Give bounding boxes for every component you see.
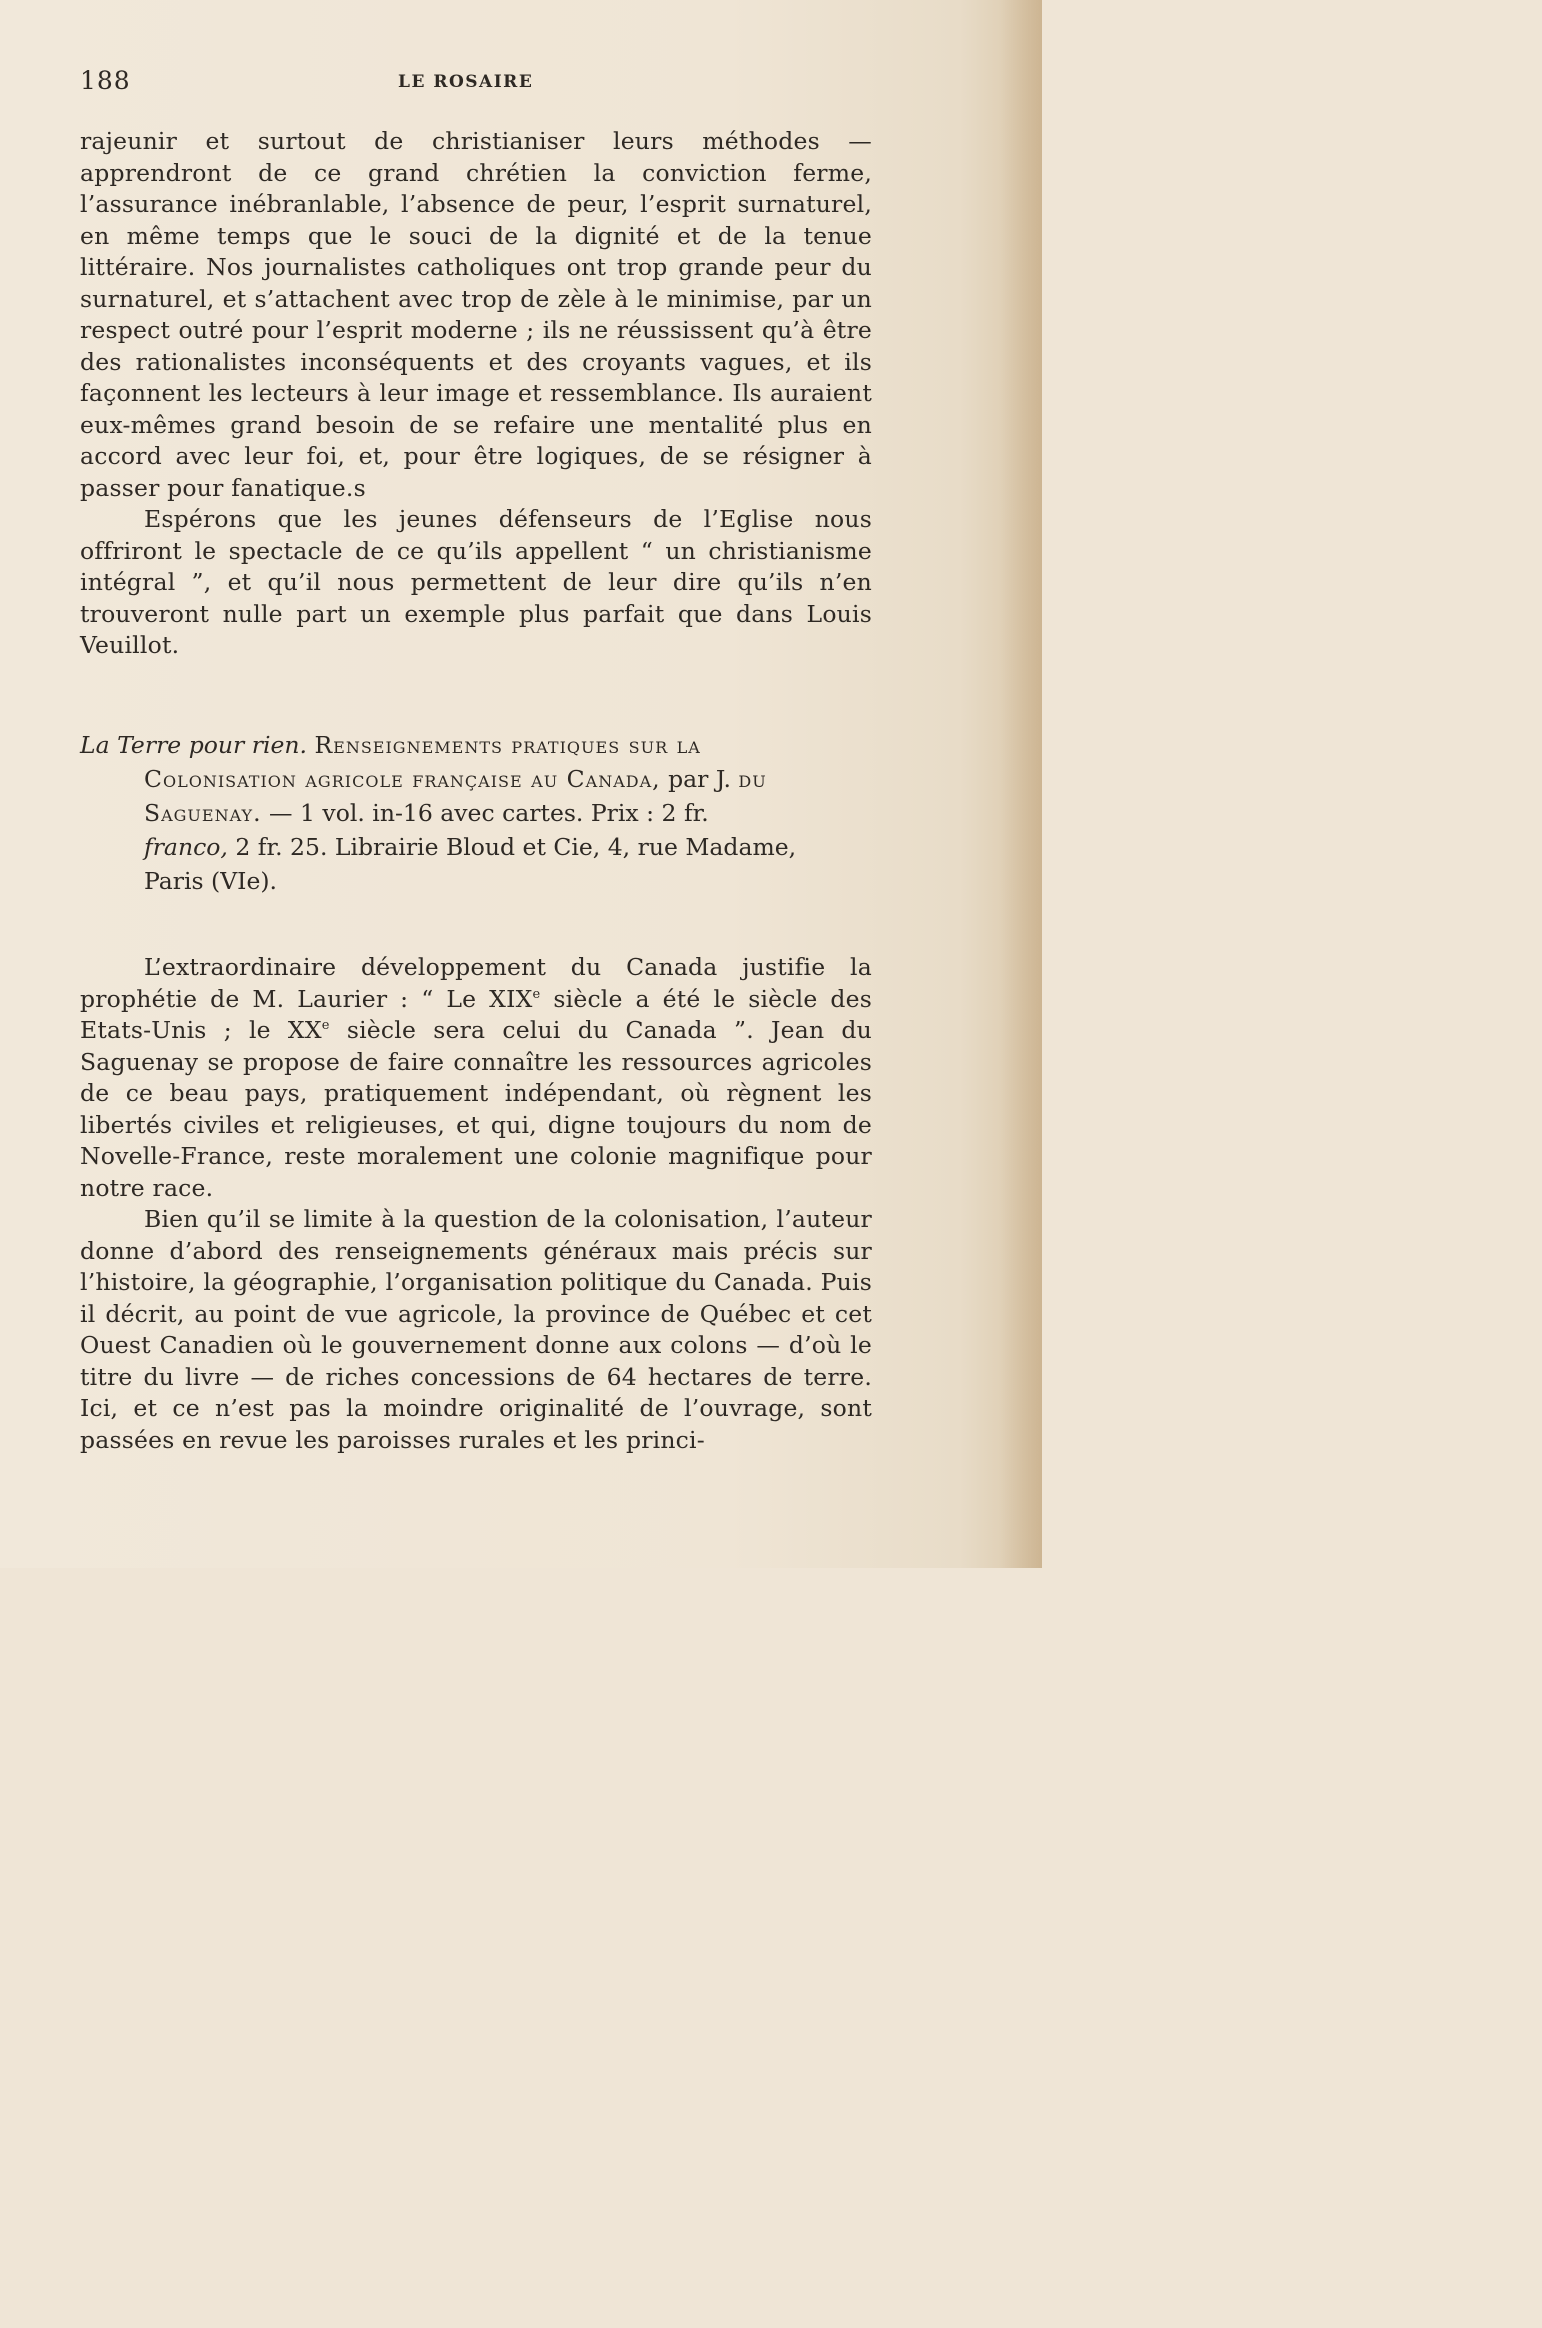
continued-section bbox=[80, 126, 872, 662]
author-prefix: par J. bbox=[668, 765, 731, 793]
publisher-details: 2 fr. 25. Librairie Bloud et Cie, 4, rue Madame, bbox=[235, 833, 797, 861]
page-number: 188 bbox=[80, 66, 131, 95]
review-title: La Terre pour rien. bbox=[80, 731, 307, 759]
superscript: e bbox=[321, 1018, 330, 1034]
text-run: L’extraordinaire développement du Canada justifie la prophétie de M. Laurier : “ Le XIX bbox=[80, 953, 872, 1013]
publisher-city: Paris (VIe). bbox=[144, 867, 278, 895]
franco-label: franco, bbox=[144, 833, 228, 861]
page-header bbox=[80, 66, 870, 102]
paragraph: rajeunir et surtout de christianiser leurs méthodes — apprendront de ce grand chrétien la conviction ferme, l’assurance inébranlable, l’absence de peur, l’esprit surnaturel, en même temps que le souci de la dignité et de la tenue littéraire. Nos journalistes catholiques ont trop grande peur du surnaturel, et s’attachent avec trop de zèle à le minimise, par un respect outré pour l’esprit moderne ; ils ne réussissent qu’à être des rationalistes inconséquents et des croyants vagues, et ils façonnent les lecteurs à leur image et ressemblance. Ils auraient eux-mêmes grand besoin de se refaire une mentalité plus en accord avec leur foi, et, pour être logiques, de se résigner à passer pour fanatique.s bbox=[80, 127, 872, 502]
book-page bbox=[0, 0, 1042, 1568]
paragraph: Espérons que les jeunes défenseurs de l’Eglise nous offriront le spectacle de ce qu’ils appellent “ un christianisme intégral ”, et qu’il nous permettent de leur dire qu’ils n’en trouveront nulle part un exemple plus parfait que dans Louis Veuillot. bbox=[80, 505, 872, 659]
publication-details: — 1 vol. in-16 avec cartes. Prix : 2 fr. bbox=[269, 799, 709, 827]
author-particle: du bbox=[738, 765, 767, 793]
text-run: siècle sera celui du Canada ”. Jean du Saguenay se propose de faire connaître les ressources agricoles de ce beau pays, pratiquement indépendant, où règnent les libertés civiles et religieuses, et qui, digne toujours du nom de Novelle-France, reste moralement une colonie magnifique pour notre race. bbox=[80, 1016, 872, 1202]
review-subtitle-continued: Colonisation agricole française au Canada, bbox=[144, 765, 661, 793]
review-heading bbox=[80, 728, 878, 898]
text-run: siècle a été le siècle des Etats-Unis ; le XX bbox=[80, 984, 872, 1044]
running-title: LE ROSAIRE bbox=[398, 72, 534, 92]
review-subtitle: Renseignements pratiques sur la bbox=[314, 731, 701, 759]
paragraph bbox=[80, 952, 872, 1204]
author-name: Saguenay. bbox=[144, 799, 262, 827]
superscript: e bbox=[532, 986, 541, 1002]
page-edge-shadow bbox=[1000, 0, 1042, 1568]
review-body bbox=[80, 952, 872, 1456]
paragraph: Bien qu’il se limite à la question de la colonisation, l’auteur donne d’abord des renseignements généraux mais précis sur l’histoire, la géographie, l’organisation politique du Canada. Puis il décrit, au point de vue agricole, la province de Québec et cet Ouest Canadien où le gouvernement donne aux colons — d’où le titre du livre — de riches concessions de 64 hectares de terre. Ici, et ce n’est pas la moindre originalité de l’ouvrage, sont passées en revue les paroisses rurales et les princi- bbox=[80, 1205, 872, 1454]
